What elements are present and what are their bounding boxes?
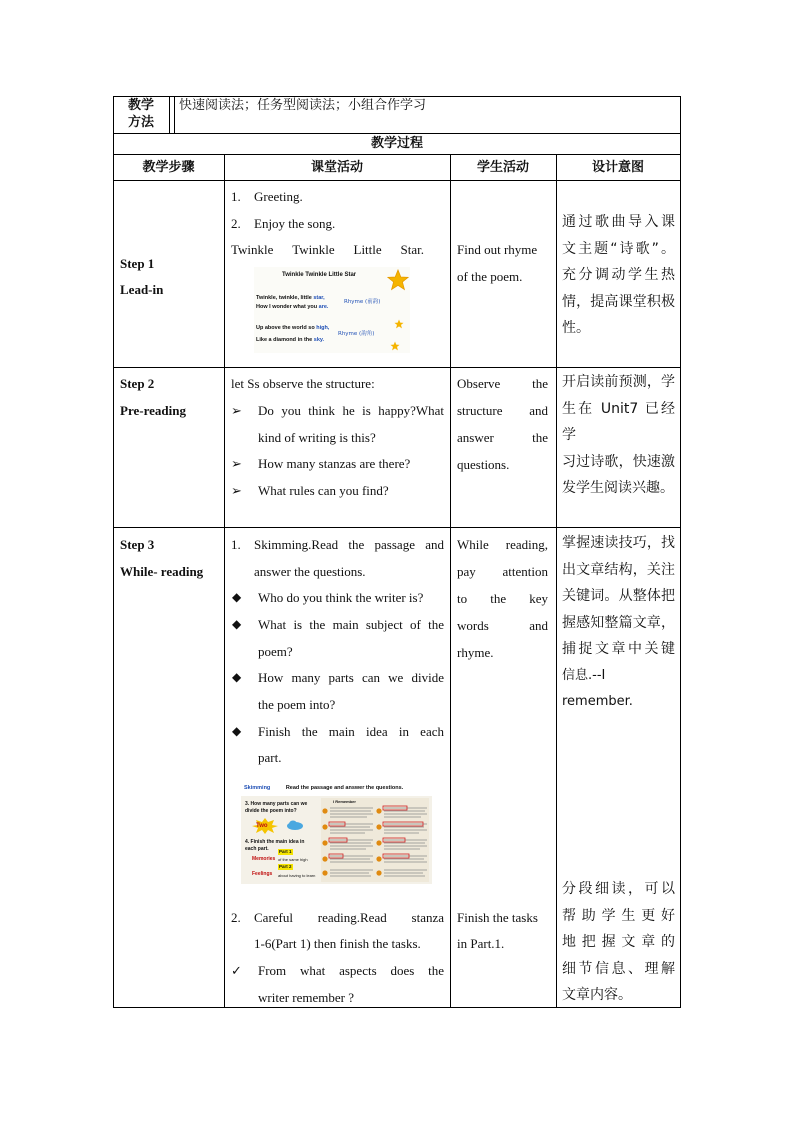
skimming-feelings: Feelings	[252, 871, 273, 877]
skimming-memories: Memories	[252, 856, 276, 862]
skimming-q3: 3. How many parts can we divide the poem into?	[245, 801, 308, 814]
step1-student-2: of the poem.	[457, 269, 523, 284]
step1-intent	[562, 209, 675, 342]
step3-student1	[457, 531, 548, 666]
song-line-1	[256, 295, 325, 302]
word: the	[490, 591, 507, 606]
header-class-activity: 课堂活动	[310, 160, 363, 175]
star-small-icon-2	[390, 341, 400, 351]
skimming-note1: of the same high	[278, 857, 308, 862]
step3-intent2-3: 地把握文章的	[562, 934, 675, 950]
word: attention	[502, 564, 548, 579]
song-line-3a: Up above the world so	[256, 325, 317, 331]
step3-intent1	[562, 530, 675, 716]
song-line-4	[256, 337, 324, 344]
cloud-icon	[286, 820, 304, 830]
step3-student1-line-4	[457, 612, 548, 639]
step3-bullet-1: Who do you think the writer is?	[258, 590, 424, 605]
step3-bullet-3a: How many parts can we divide	[258, 670, 444, 685]
step1-activity-2: Enjoy the song.	[254, 216, 336, 231]
method-label-line2: 方法	[127, 115, 154, 130]
step3-check-b: writer remember ?	[258, 990, 355, 1005]
song-line-3	[256, 325, 329, 332]
step3-task1-a: Skimming.Read the passage and	[254, 537, 444, 552]
step3-student1-line-3	[457, 585, 548, 612]
song-line-3b: high,	[316, 325, 330, 331]
skimming-part1: Part 1	[279, 849, 292, 854]
step2-bullet-2: How many stanzas are there?	[258, 456, 411, 471]
step2-student-line-2	[457, 397, 548, 424]
arrow-bullet-icon: ➢	[231, 456, 242, 471]
step3-task2-b: 1-6(Part 1) then finish the tasks.	[254, 936, 421, 951]
step2-bullet-1a: Do you think he is happy?What	[258, 403, 444, 418]
word: structure	[457, 403, 503, 418]
song-line-2	[256, 304, 328, 311]
skimming-note2: about having to learn	[278, 873, 316, 878]
step3-task2-a: Careful reading.Read stanza	[254, 910, 444, 925]
section-title: 教学过程	[370, 136, 423, 151]
step2-bullet-3: What rules can you find?	[258, 483, 389, 498]
word: reading,	[505, 537, 548, 552]
step3-phase: While- reading	[120, 564, 204, 579]
step2-student-line-1	[457, 370, 548, 397]
poem-panel	[321, 798, 429, 882]
step3-intent2-5: 文章内容。	[562, 987, 632, 1003]
step2-bullet-1b: kind of writing is this?	[258, 430, 376, 445]
diamond-bullet-icon: ◆	[232, 724, 242, 738]
step3-student2-2: in Part.1.	[457, 936, 505, 951]
step3-intent1-4: 握感知整篇文章，	[562, 614, 675, 631]
step3-intent2-2: 帮助学生更好	[562, 907, 675, 924]
step3-check-a: From what aspects does the	[258, 963, 444, 978]
step3-student1-line-1	[457, 531, 548, 558]
step3-intent2-1: 分段细读，可以	[562, 881, 675, 897]
song-line-1a: Twinkle, twinkle, little	[256, 295, 314, 301]
skimming-q4: 4. Finish the main idea in each part.	[245, 839, 305, 852]
step1-activity-num-1: 1.	[231, 189, 241, 204]
diamond-bullet-icon: ◆	[232, 590, 242, 604]
word: the	[532, 376, 548, 391]
step1-activity-num-2: 2.	[231, 216, 241, 231]
step2-intent-4: 发学生阅读兴趣。	[562, 480, 674, 496]
method-content: 快速阅读法；任务型阅读法；小组合作学习	[179, 98, 427, 113]
step2-intro: let Ss observe the structure:	[231, 376, 375, 391]
step3-bullet-2a: What is the main subject of the	[258, 617, 444, 632]
step2-phase: Pre-reading	[120, 403, 186, 418]
rhyme-label-1: Rhyme (前韵)	[344, 299, 381, 305]
poem-text-lines	[321, 805, 429, 881]
word: to	[457, 591, 468, 606]
step2-intent-1: 开启读前预测，学	[562, 374, 675, 390]
step3-intent1-3: 关键词。从整体把	[562, 588, 675, 604]
step3-bullet-4a: Finish the main idea in each	[258, 724, 444, 739]
step1-intent-1: 通过歌曲导入课	[562, 214, 675, 230]
word: While	[457, 537, 489, 552]
step3-intent2-4: 细节信息、理解	[562, 960, 675, 977]
song-word-3: Little	[353, 242, 382, 257]
method-label	[113, 97, 169, 131]
song-line-4b: sky.	[313, 337, 325, 343]
step3-bullet-4b: part.	[258, 750, 282, 765]
step1-intent-2: 文主题“诗歌”。	[562, 240, 675, 257]
step2-student	[457, 370, 548, 478]
skimming-image	[241, 782, 432, 884]
skimming-title-a: Skimming	[244, 785, 271, 791]
song-line-2a: How I wonder what you	[256, 304, 319, 310]
star-small-icon	[394, 319, 404, 329]
word: answer	[457, 430, 494, 445]
step3-bullet-2b: poem?	[258, 644, 293, 659]
step2-intent-3: 习过诗歌，快速激	[562, 453, 675, 470]
song-word-2: Twinkle	[292, 242, 335, 257]
check-bullet-icon: ✓	[231, 963, 242, 978]
diamond-bullet-icon: ◆	[232, 617, 242, 631]
step3-intent1-2: 出文章结构，关注	[562, 561, 675, 578]
step1-name: Step 1	[120, 256, 155, 271]
word: key	[529, 591, 548, 606]
song-word-4: Star.	[400, 242, 424, 257]
song-image	[254, 267, 410, 353]
step2-name: Step 2	[120, 376, 155, 391]
step2-student-line-3	[457, 424, 548, 451]
step3-student2-1: Finish the tasks	[457, 910, 538, 925]
song-line-4a: Like a diamond in the	[256, 337, 314, 343]
method-label-line1: 教学	[127, 98, 154, 113]
arrow-bullet-icon: ➢	[231, 403, 242, 418]
step3-task2-num: 2.	[231, 910, 241, 925]
header-student-activity: 学生活动	[476, 160, 529, 175]
word: and	[529, 618, 548, 633]
step3-intent1-5: 捕捉文章中关键	[562, 641, 675, 657]
rhyme-label-2: Rhyme (韵角)	[338, 331, 375, 337]
skimming-two: Two	[256, 823, 268, 829]
step1-intent-5: 性。	[562, 320, 590, 336]
step1-intent-3: 充分调动学生热	[562, 267, 675, 283]
word: the	[532, 430, 548, 445]
skimming-part2: Part 2	[279, 864, 292, 869]
skimming-title-b: Read the passage and answer the questions.	[285, 785, 404, 791]
skimming-title	[244, 785, 403, 792]
step3-intent1-6: 信息.--I remember.	[562, 667, 633, 709]
word: and	[529, 403, 548, 418]
poem-head: I Remember	[333, 799, 356, 804]
word: Observe	[457, 376, 501, 391]
step3-intent1-1: 掌握速读技巧，找	[562, 535, 675, 551]
step2-intent	[562, 369, 675, 502]
song-word-1: Twinkle	[231, 242, 274, 257]
step3-name: Step 3	[120, 537, 155, 552]
word: pay	[457, 564, 476, 579]
step1-activity-1: Greeting.	[254, 189, 303, 204]
song-line-1b: star,	[313, 295, 325, 301]
step2-intent-2: 生在 Unit7 已经学	[562, 400, 675, 443]
step1-intent-4: 情，提高课堂积极	[562, 293, 675, 310]
diamond-bullet-icon: ◆	[232, 670, 242, 684]
song-image-title: Twinkle Twinkle Little Star	[282, 272, 357, 278]
step1-song-title	[231, 236, 424, 263]
step1-student-1: Find out rhyme	[457, 242, 538, 257]
step3-task1-num: 1.	[231, 537, 241, 552]
word: words	[457, 618, 489, 633]
step3-student1-line-5: rhyme.	[457, 645, 494, 660]
star-icon	[387, 269, 409, 291]
step3-bullet-3b: the poem into?	[258, 697, 336, 712]
header-step: 教学步骤	[142, 160, 195, 175]
step3-intent2	[562, 876, 675, 1009]
header-design-intent: 设计意图	[591, 160, 644, 175]
step2-student-line-4: questions.	[457, 457, 510, 472]
step3-student1-line-2	[457, 558, 548, 585]
step1-phase: Lead-in	[120, 282, 164, 297]
step3-task1-b: answer the questions.	[254, 564, 366, 579]
song-line-2b: are.	[318, 304, 329, 310]
arrow-bullet-icon: ➢	[231, 483, 242, 498]
